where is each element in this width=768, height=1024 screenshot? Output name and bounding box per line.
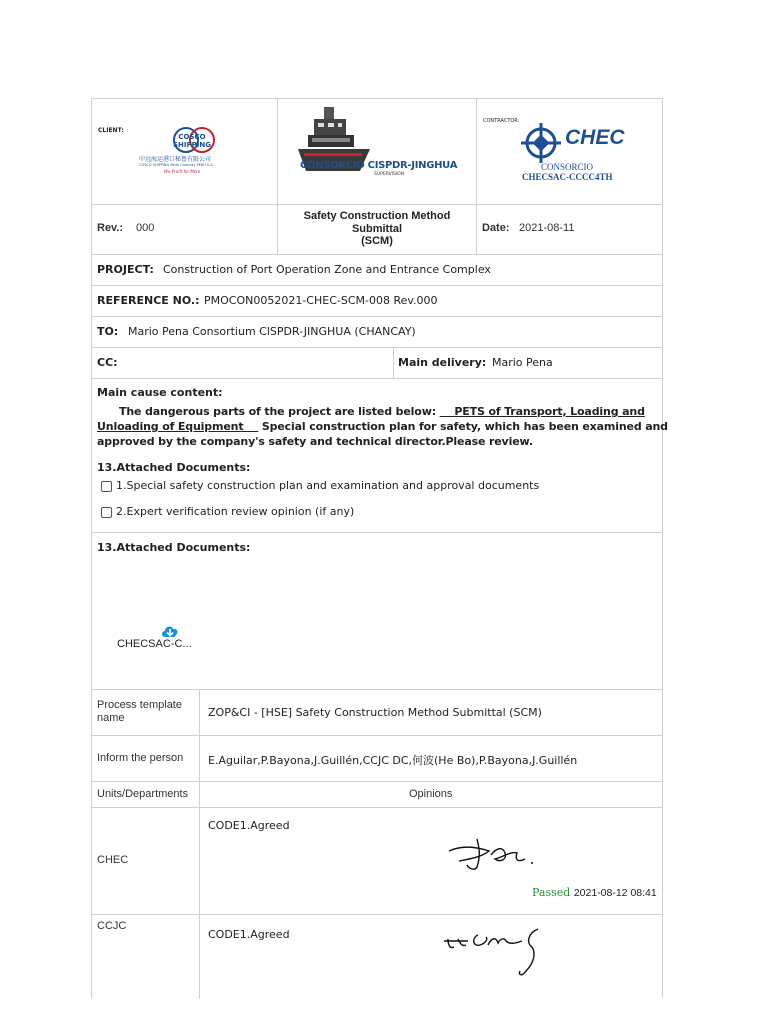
to-value: Mario Pena Consortium ClSPDR-JINGHUA (CHANCAY) bbox=[128, 325, 416, 338]
divider bbox=[393, 348, 394, 378]
client-logo-cell bbox=[92, 99, 277, 204]
client-sub-en: COSCO SHIPPING Ports Chancay PERU S.A. bbox=[139, 163, 214, 167]
approval-timestamp: 2021-08-12 08:41 bbox=[573, 887, 657, 899]
main-cause-line3: approved by the company's safety and technical director.Please review. bbox=[97, 435, 533, 448]
signature-image bbox=[447, 833, 547, 873]
opinion-text: CODE1.Agreed bbox=[208, 819, 290, 832]
project-value: Construction of Port Operation Zone and Entrance Complex bbox=[163, 263, 491, 276]
checkbox[interactable] bbox=[101, 507, 112, 518]
rev-row bbox=[92, 204, 662, 254]
cc-row bbox=[92, 347, 662, 378]
date-label: Date: bbox=[482, 222, 510, 234]
client-logo-text: COSCO SHIPPING bbox=[173, 133, 211, 149]
passed-badge: Passed bbox=[532, 886, 571, 899]
divider bbox=[199, 915, 200, 999]
chec-emblem-icon bbox=[519, 121, 563, 165]
divider bbox=[199, 808, 200, 914]
contractor-name1: CONSORCIO bbox=[541, 162, 594, 172]
inform-row bbox=[92, 735, 662, 781]
project-label: PROJECT: bbox=[97, 263, 154, 276]
unit-name: CCJC bbox=[97, 920, 127, 932]
opinions-header: Opinions bbox=[409, 788, 453, 800]
signature-image bbox=[442, 927, 552, 987]
process-template-row bbox=[92, 689, 662, 735]
client-sub-cn: 中远海运港口秘鲁有限公司 bbox=[139, 156, 212, 163]
supervision-sub: SUPERVISION bbox=[374, 172, 405, 177]
divider bbox=[199, 690, 200, 735]
contractor-logo-cell bbox=[477, 99, 663, 204]
title-line3: (SCM) bbox=[361, 235, 393, 247]
project-row bbox=[92, 254, 662, 285]
attachment-file-name[interactable]: CHECSAC-C... bbox=[117, 638, 192, 650]
cloud-download-icon[interactable] bbox=[160, 623, 180, 639]
title-line2: Submittal bbox=[351, 222, 403, 235]
checkbox[interactable] bbox=[101, 481, 112, 492]
attached-doc-item-2: 2.Expert verification review opinion (if any) bbox=[101, 505, 354, 518]
main-cause-row bbox=[92, 378, 668, 532]
main-cause-link-2[interactable]: Unloading of Equipment bbox=[97, 420, 244, 433]
main-cause-link-1[interactable]: PETS of Transport, Loading and bbox=[454, 405, 645, 418]
contractor-logo: CHEC bbox=[565, 126, 625, 149]
reference-label: REFERENCE NO.: bbox=[97, 294, 200, 307]
title-line1: Safety Construction Method bbox=[303, 210, 451, 222]
opinion-row-chec bbox=[92, 807, 662, 914]
reference-row bbox=[92, 285, 662, 316]
client-tagline: We Profit for More bbox=[164, 169, 201, 174]
attached-docs-label: 13.Attached Documents: bbox=[97, 461, 251, 474]
main-cause-text bbox=[97, 404, 668, 449]
reference-value: PMOCON0052021-CHEC-SCM-008 Rev.000 bbox=[204, 294, 438, 307]
main-cause-rest: Special construction plan for safety, which has been examined and bbox=[261, 420, 668, 433]
attachments-label: 13.Attached Documents: bbox=[97, 541, 251, 554]
divider bbox=[199, 782, 200, 807]
form-title bbox=[278, 210, 476, 248]
units-header: Units/Departments bbox=[97, 788, 189, 800]
process-template-value: ZOP&CI - [HSE] Safety Construction Method Submittal (SCM) bbox=[208, 706, 542, 719]
date-value: 2021-08-11 bbox=[519, 222, 575, 234]
cc-label: CC: bbox=[97, 356, 118, 369]
rev-value: 000 bbox=[136, 222, 155, 234]
to-label: TO: bbox=[97, 325, 119, 338]
supervision-logo-cell bbox=[278, 99, 476, 204]
main-cause-label: Main cause content: bbox=[97, 386, 223, 399]
process-template-label: Process template name bbox=[97, 699, 182, 724]
supervision-name: CONSORCIO CISPDR-JINGHUA bbox=[300, 160, 458, 171]
contractor-label: CONTRACTOR: bbox=[483, 118, 520, 124]
rev-label: Rev.: bbox=[97, 222, 124, 234]
unit-name: CHEC bbox=[97, 854, 129, 866]
opinions-header-row bbox=[92, 781, 662, 807]
divider bbox=[199, 736, 200, 781]
main-delivery-value: Mario Pena bbox=[492, 356, 553, 369]
inform-label: Inform the person bbox=[97, 752, 184, 764]
opinion-text: CODE1.Agreed bbox=[208, 928, 290, 941]
to-row bbox=[92, 316, 662, 347]
main-delivery-label: Main delivery: bbox=[398, 356, 487, 369]
main-cause-prefix: The dangerous parts of the project are listed below: bbox=[119, 405, 436, 418]
attachments-row bbox=[92, 532, 662, 689]
inform-value: E.Aguilar,P.Bayona,J.Guillén,CCJC DC,何波(He Bo),P.Bayona,J.Guillén bbox=[208, 754, 578, 767]
approval-status bbox=[532, 886, 657, 899]
scm-form bbox=[91, 98, 668, 998]
contractor-name2: CHECSAC-CCCC4TH bbox=[522, 172, 613, 182]
client-label: CLIENT: bbox=[98, 127, 124, 134]
attached-doc-item-1: 1.Special safety construction plan and examination and approval documents bbox=[101, 479, 539, 492]
opinion-row-ccjc bbox=[92, 914, 662, 999]
